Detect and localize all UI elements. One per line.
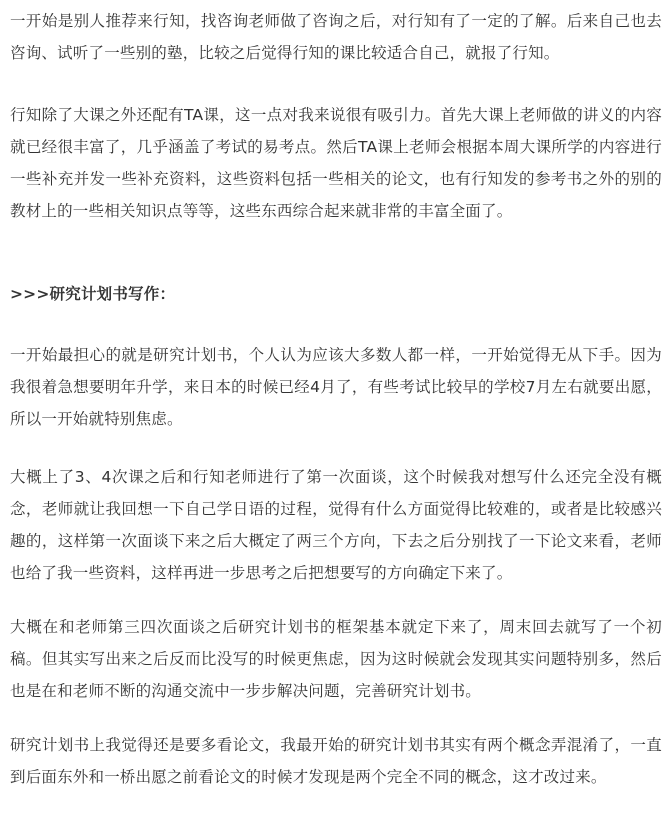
paragraph-first-interview: 大概上了3、4次课之后和行知老师进行了第一次面谈，这个时候我对想写什么还完全没有概念，老师就让我回想一下自己学日语的过程，觉得有什么方面觉得比较难的，或者是比较感兴趣的，这样第一次面谈下来之后大概定了两三个方向，下去之后分别找了一下论文来看，老师也给了我一些资料，这样再进一步思考之后把想要写的方向确定下来了。: [10, 468, 662, 582]
paragraph-draft: 大概在和老师第三四次面谈之后研究计划书的框架基本就定下来了，周末回去就写了一个初稿。但其实写出来之后反而比没写的时候更焦虑，因为这时候就会发现其实问题特别多，然后也是在和老师不断的沟通交流中一步步解决问题，完善研究计划书。: [10, 618, 662, 700]
section-heading-research-plan: >>>研究计划书写作：: [10, 285, 176, 303]
paragraph-read-papers: 研究计划书上我觉得还是要多看论文，我最开始的研究计划书其实有两个概念弄混淆了，一直到后面东外和一桥出愿之前看论文的时候才发现是两个完全不同的概念，这才改过来。: [10, 736, 662, 786]
paragraph-research-plan-worry: 一开始最担心的就是研究计划书，个人认为应该大多数人都一样，一开始觉得无从下手。因为我很着急想要明年升学，来日本的时候已经4月了，有些考试比较早的学校7月左右就要出愿，所以一开始就特别焦虑。: [10, 346, 662, 428]
paragraph-intro: 一开始是别人推荐来行知，找咨询老师做了咨询之后，对行知有了一定的了解。后来自己也去咨询、试听了一些别的塾，比较之后觉得行知的课比较适合自己，就报了行知。: [10, 12, 662, 62]
paragraph-ta-course: 行知除了大课之外还配有TA课，这一点对我来说很有吸引力。首先大课上老师做的讲义的内容就已经很丰富了，几乎涵盖了考试的易考点。然后TA课上老师会根据本周大课所学的内容进行一些补充并发一些补充资料，这些资料包括一些相关的论文，也有行知发的参考书之外的别的教材上的一些相关知识点等等，这些东西综合起来就非常的丰富全面了。: [10, 106, 662, 220]
